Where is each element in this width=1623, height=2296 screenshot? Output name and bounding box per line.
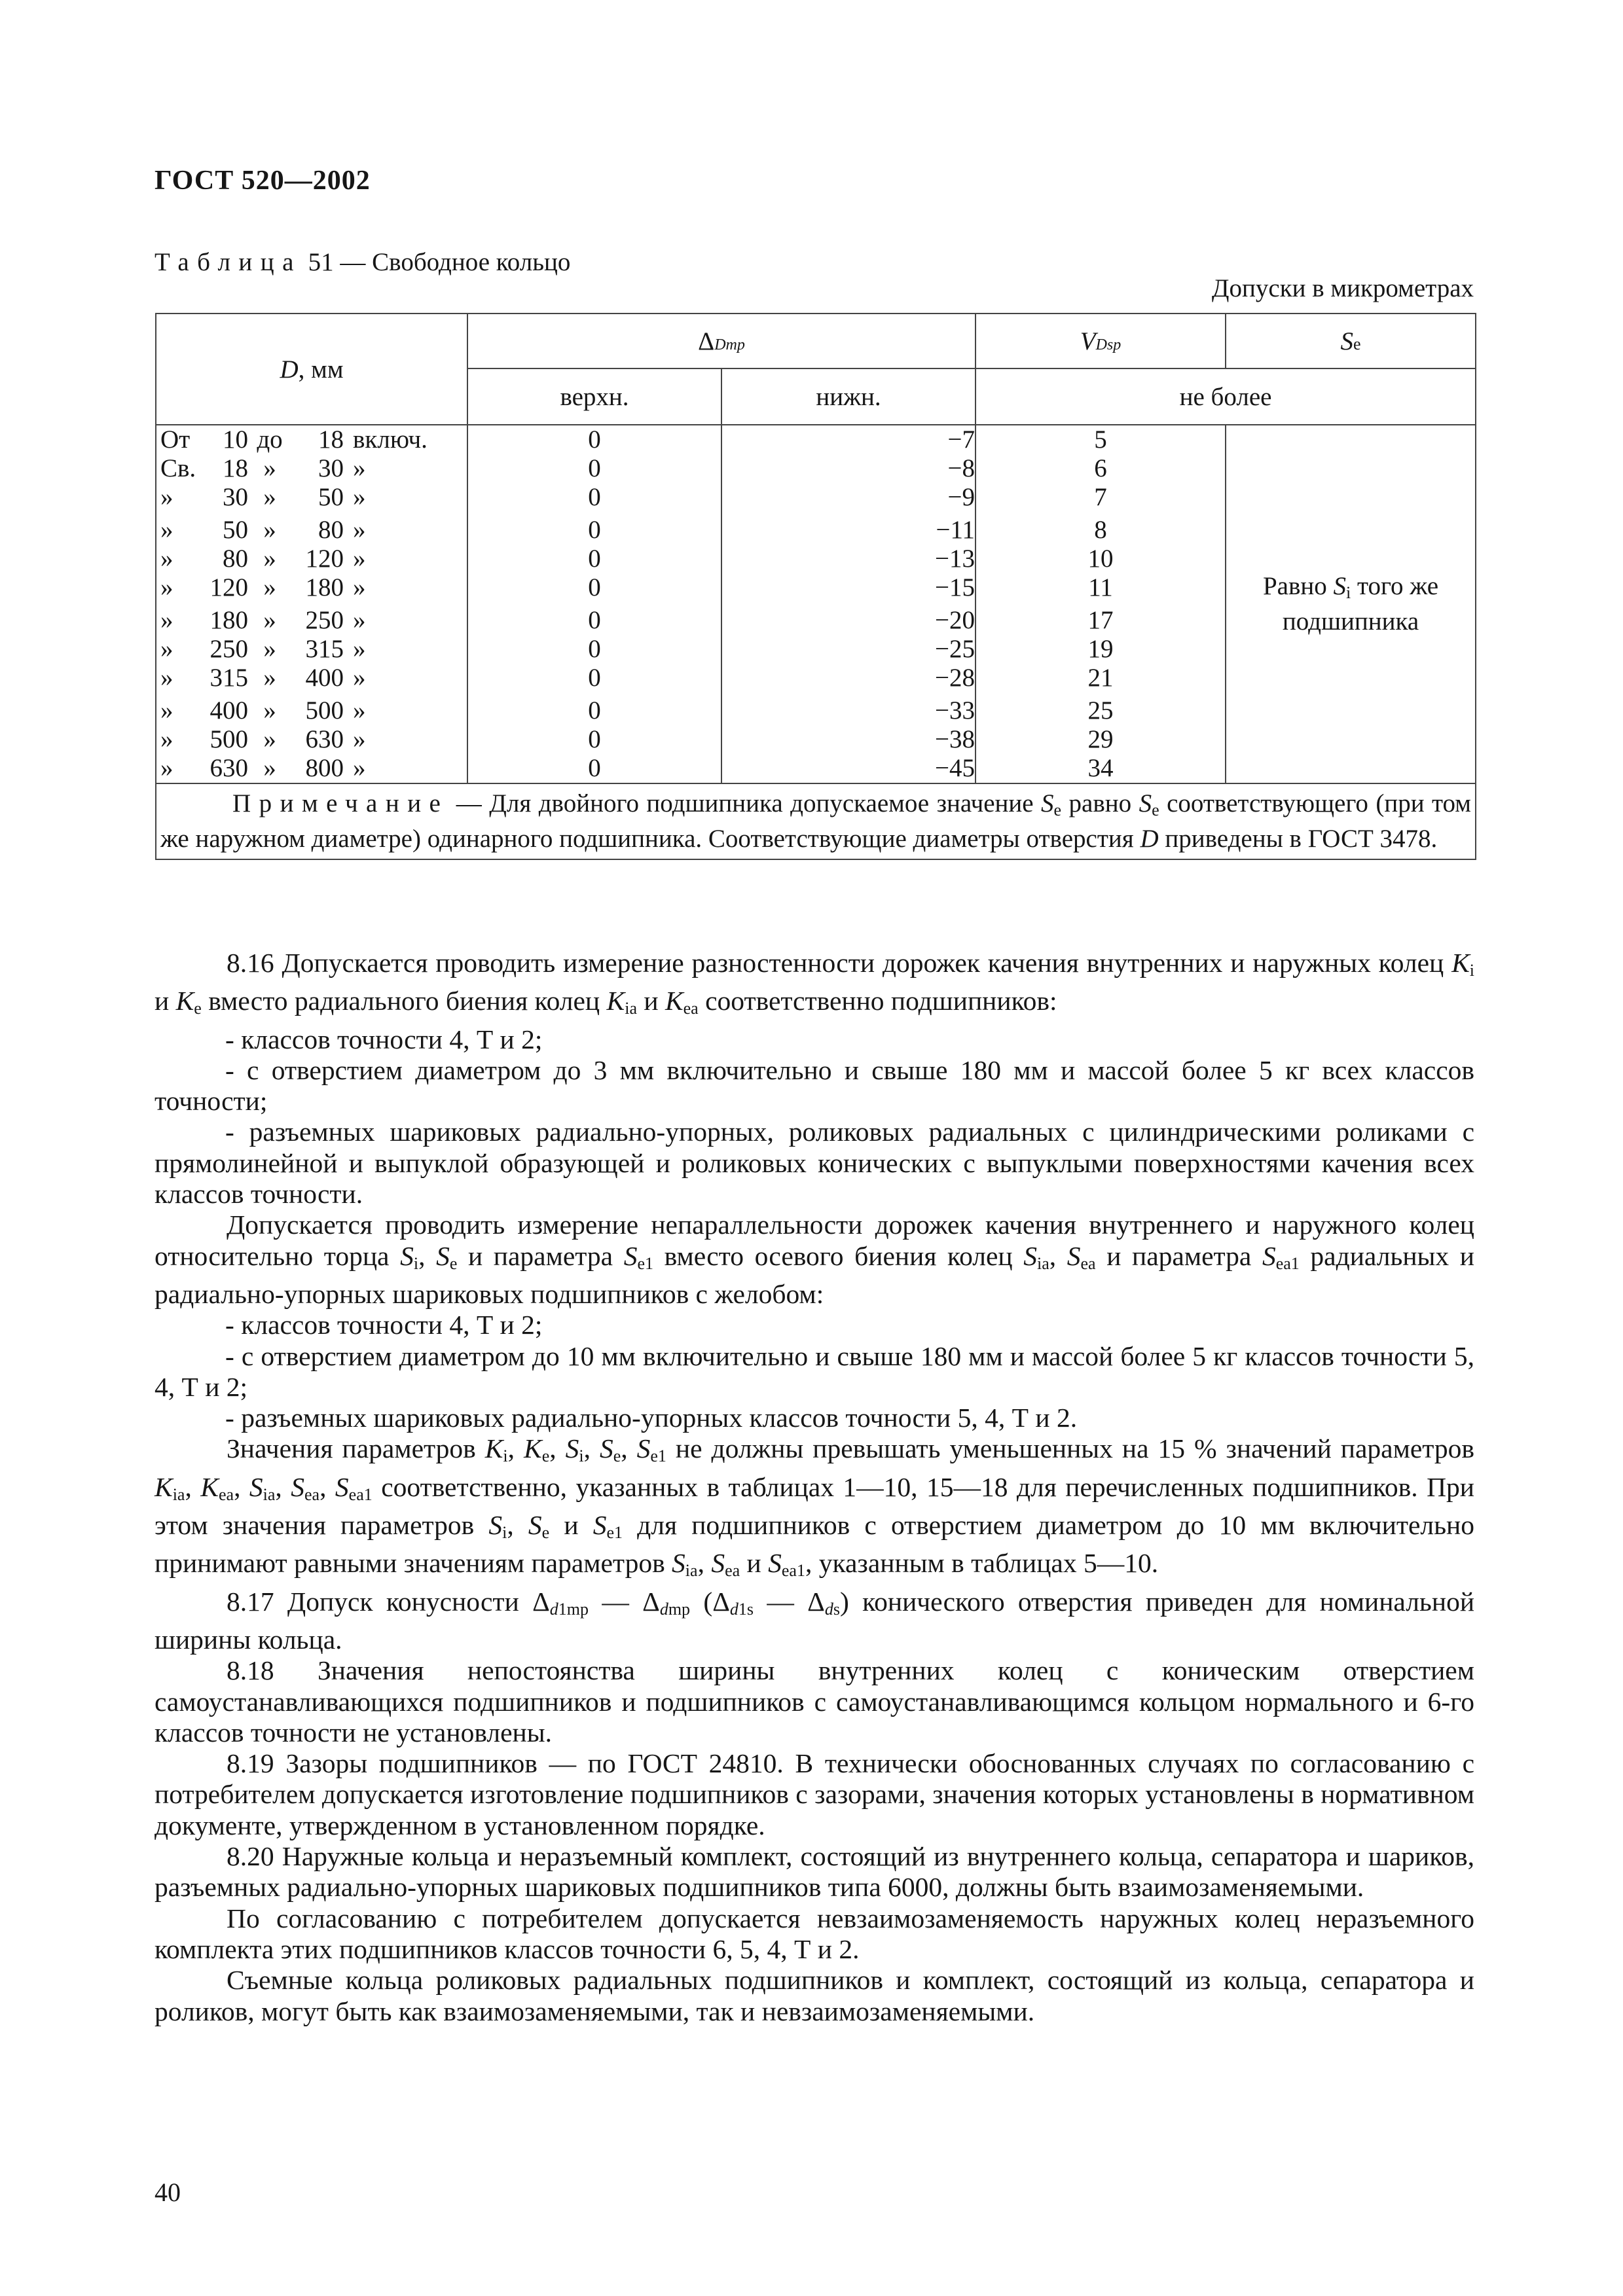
list-item: - с отверстием диаметром до 3 мм включительно и свыше 180 мм и массой более 5 кг всех классов точности;	[155, 1054, 1474, 1117]
lower-value: −7	[947, 425, 976, 454]
vdsp-value: 19	[1087, 635, 1114, 663]
se-value-cell	[1226, 425, 1476, 783]
upper-value: 0	[588, 425, 601, 454]
col-header-lower: нижн.	[721, 368, 976, 425]
vdsp-value: 17	[1087, 606, 1114, 634]
document-header: ГОСТ 520—2002	[155, 166, 371, 196]
col-header-delta: ΔDmp	[467, 314, 976, 368]
lower-value: −20	[935, 606, 976, 634]
upper-value: 0	[588, 696, 601, 725]
vdsp-value: 5	[1094, 425, 1107, 454]
col-header-not-more: не более	[976, 368, 1476, 425]
col-header-s: Se	[1226, 314, 1476, 368]
lower-value: −45	[935, 754, 976, 782]
upper-value: 0	[588, 516, 601, 544]
tolerance-table	[155, 313, 1476, 860]
table-caption	[155, 247, 570, 277]
diameter-row: » 315 » 400 »	[160, 664, 366, 692]
lower-value: −33	[935, 696, 976, 725]
paragraph-8-17: 8.17 Допуск конусности Δd1mp — Δdmp (Δd1s — Δds) конического отверстия приведен для номинальной ширины кольца.	[155, 1586, 1475, 1655]
list-item: - разъемных шариковых радиально-упорных классов точности 5, 4, Т и 2.	[225, 1403, 1078, 1433]
upper-value: 0	[588, 454, 601, 482]
note-label: Примечание	[232, 789, 449, 817]
table-caption-rest: 51 — Свободное кольцо	[301, 248, 571, 276]
lower-value: −9	[947, 483, 976, 511]
list-item: - с отверстием диаметром до 10 мм включительно и свыше 180 мм и массой более 5 кг классов точности 5, 4, Т и 2;	[155, 1340, 1474, 1402]
vdsp-value: 7	[1094, 483, 1107, 511]
lower-value: −13	[935, 545, 976, 573]
vdsp-column	[976, 425, 1226, 783]
vdsp-value: 29	[1087, 725, 1114, 753]
vdsp-value: 6	[1094, 454, 1107, 482]
upper-value: 0	[588, 754, 601, 782]
diameter-row: » 80 » 120 »	[160, 545, 366, 573]
paragraph-8-19: 8.19 Зазоры подшипников — по ГОСТ 24810. В технически обоснованных случаях по согласованию с потребителем допускается изготовление подшипников с зазорами, значения которых установлены в нормативном документе, утвержденном в установленном порядке.	[155, 1748, 1474, 1840]
paragraph-8-18: 8.18 Значения непостоянства ширины внутренних колец с коническим отверстием самоустанавливающихся подшипников и подшипников с самоустанавливающимся кольцом нормального и 6-го классов точности не установлены.	[155, 1655, 1474, 1748]
paragraph-removable-rings: Съемные кольца роликовых радиальных подшипников и комплект, состоящий из кольца, сепаратора и роликов, могут быть как взаимозаменяемыми, так и невзаимозаменяемыми.	[155, 1965, 1474, 2026]
col-header-d: D, мм	[156, 314, 467, 425]
diameter-row: » 500 » 630 »	[160, 725, 366, 753]
col-header-v: VDsp	[976, 314, 1226, 368]
vdsp-value: 8	[1094, 516, 1107, 544]
lower-value: −38	[935, 725, 976, 753]
vdsp-value: 10	[1087, 545, 1114, 573]
lower-value: −15	[935, 573, 976, 601]
lower-column	[721, 425, 976, 783]
list-item: - разъемных шариковых радиально-упорных, роликовых радиальных с цилиндрическими роликами с прямолинейной и выпуклой образующей и роликовых конических с выпуклыми поверхностями качения всех классов точности.	[155, 1117, 1474, 1210]
diameter-row: От 10 до 18 включ.	[160, 425, 428, 454]
paragraph-agreement: По согласованию с потребителем допускается невзаимозаменяемость наружных колец неразъемного комплекта этих подшипников классов точности 6, 5, 4, Т и 2.	[155, 1903, 1474, 1964]
paragraph-parameter-values: Значения параметров Ki, Ke, Si, Se, Se1 не должны превышать уменьшенных на 15 % значений параметров Kia, Kea, Sia, Sea, Sea1 соответственно, указанных в таблицах 1—10, 15—18 для перечисленных подшипников. При этом значения параметров Si, Se и Se1 для подшипников с отверстием диаметром до 10 мм включительно принимают равными значениям параметров Sia, Sea и Sea1, указанным в таблицах 5—10.	[155, 1433, 1475, 1581]
vdsp-value: 21	[1087, 664, 1114, 692]
table-caption-word: Таблица	[155, 248, 302, 276]
lower-value: −11	[936, 516, 976, 544]
vdsp-value: 11	[1088, 573, 1113, 601]
upper-value: 0	[588, 545, 601, 573]
diameter-row: » 180 » 250 »	[160, 606, 366, 634]
upper-value: 0	[588, 606, 601, 634]
upper-column	[467, 425, 721, 783]
diameter-row: » 400 » 500 »	[160, 696, 366, 725]
list-item: - классов точности 4, Т и 2;	[225, 1310, 543, 1340]
lower-value: −25	[935, 635, 976, 663]
upper-value: 0	[588, 635, 601, 663]
upper-value: 0	[588, 483, 601, 511]
diameter-row: » 250 » 315 »	[160, 635, 366, 663]
lower-value: −28	[935, 664, 976, 692]
diameter-column	[156, 425, 467, 783]
units-note: Допуски в микрометрах	[1211, 274, 1474, 302]
diameter-row: » 50 » 80 »	[160, 516, 366, 544]
col-header-upper: верхн.	[467, 368, 721, 425]
diameter-row: » 630 » 800 »	[160, 754, 366, 782]
paragraph-nonparallelism: Допускается проводить измерение непараллельности дорожек качения внутреннего и наружного колец относительно торца Si, Se и параметра Se1 вместо осевого биения колец Sia, Sea и параметра Sea1 радиальных и радиально-упорных шариковых подшипников с желобом:	[155, 1210, 1475, 1309]
vdsp-value: 34	[1087, 754, 1114, 782]
diameter-row: » 120 » 180 »	[160, 573, 366, 601]
paragraph-8-20: 8.20 Наружные кольца и неразъемный комплект, состоящий из внутреннего кольца, сепаратора и шариков, разъемных радиально-упорных шариковых подшипников типа 6000, должны быть взаимозаменяемыми.	[155, 1841, 1474, 1903]
body-text	[155, 948, 1474, 2027]
page-number: 40	[155, 2178, 181, 2207]
diameter-row: Св. 18 » 30 »	[160, 454, 366, 482]
lower-value: −8	[947, 454, 976, 482]
diameter-row: » 30 » 50 »	[160, 483, 366, 511]
vdsp-value: 25	[1087, 696, 1114, 725]
paragraph-8-16: 8.16 Допускается проводить измерение разностенности дорожек качения внутренних и наружных колец Ki и Ke вместо радиального биения колец Kia и Kea соответственно подшипников:	[155, 948, 1474, 1018]
upper-value: 0	[588, 573, 601, 601]
se-value-line2: подшипника	[1282, 607, 1419, 636]
se-value-line1: Равно Si того же	[1262, 572, 1439, 602]
upper-value: 0	[588, 725, 601, 753]
table-note: Примечание — Для двойного подшипника допускаемое значение Se равно Se соответствующего (при том же наружном диаметре) одинарного подшипника. Соответствующие диаметры отверстия D приведены в ГОСТ 3478.	[156, 783, 1476, 859]
list-item: - классов точности 4, Т и 2;	[225, 1024, 543, 1054]
upper-value: 0	[588, 664, 601, 692]
